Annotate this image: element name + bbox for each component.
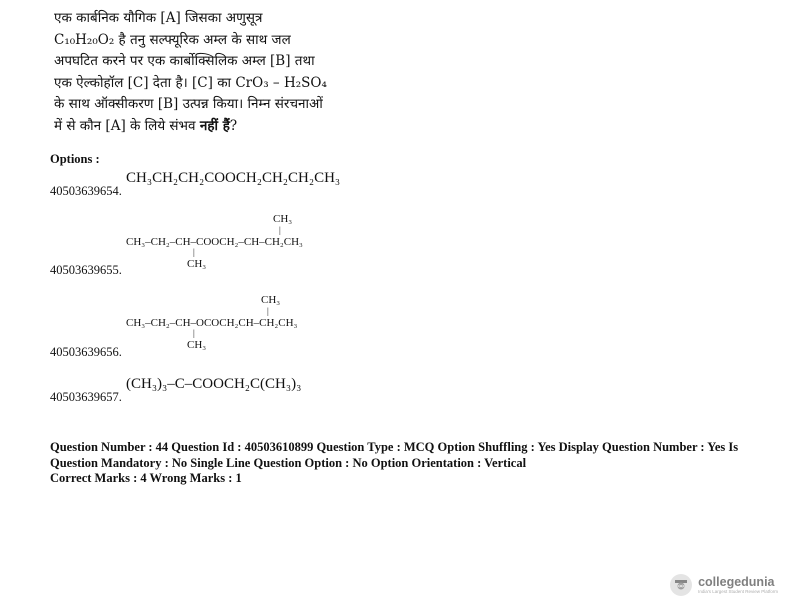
question-line-6-pre: में से कौन [A] के लिये संभव [54,117,200,134]
option-2-top-branch: CH₃ [273,213,293,225]
option-2-bottom-branch: CH₃ [187,258,207,270]
option-3-bottom-bond: | [193,328,195,338]
option-2-bottom-bond: | [193,247,195,257]
metadata-line-2: Question Mandatory : No Single Line Question Option : No Option Orientation : Vertical [50,455,527,470]
brand-name: collegedunia [698,574,775,589]
question-line-2: C₁₀H₂₀O₂ है तनु सल्फ्यूरिक अम्ल के साथ जल [54,31,291,48]
option-3-top-branch: CH₃ [261,294,281,306]
option-1-id: 40503639654. [50,184,122,198]
question-line-4: एक ऐल्कोहॉल [C] देता है। [C] का CrO₃ – H₂SO₄ [54,74,327,91]
option-4-formula: (CH₃)₃–C–COOCH₂C(CH₃)₃ [126,376,302,392]
question-line-1: एक कार्बनिक यौगिक [A] जिसका अणुसूत्र [54,10,263,26]
brand-tagline: India's Largest Student Review Platform [698,589,778,594]
question-line-3: अपघटित करने पर एक कार्बोक्सिलिक अम्ल [B] तथा [54,53,315,69]
option-4-id: 40503639657. [50,390,122,404]
option-3-bottom-branch: CH₃ [187,339,207,351]
option-3-formula: CH₃–CH₂–CH–OCOCH₂CH–CH₂CH₃ [126,317,298,329]
option-2-id: 40503639655. [50,263,122,277]
option-1-formula: CH₃CH₂CH₂COOCH₂CH₂CH₂CH₃ [126,170,341,186]
option-3-top-bond: | [267,306,269,316]
question-line-6-emphasis: नहीं हैं [199,117,230,134]
options-label: Options : [50,152,100,166]
option-2-formula: CH₃–CH₂–CH–COOCH₂–CH–CH₂CH₃ [126,236,303,248]
student-avatar-icon [670,574,692,596]
question-text [54,8,354,137]
option-3-id: 40503639656. [50,345,122,359]
metadata-line-1: Question Number : 44 Question Id : 40503610899 Question Type : MCQ Option Shuffling : Yes Display Question Number : Yes Is [50,440,739,454]
brand-watermark [670,574,778,596]
metadata-line-3: Correct Marks : 4 Wrong Marks : 1 [50,471,242,485]
question-line-6-post: ? [229,117,238,134]
question-line-6 [54,116,354,138]
option-2-top-bond: | [279,225,281,235]
question-line-5: के साथ ऑक्सीकरण [B] उत्पन्न किया। निम्न संरचनाओं [54,96,323,112]
question-metadata [50,440,750,487]
